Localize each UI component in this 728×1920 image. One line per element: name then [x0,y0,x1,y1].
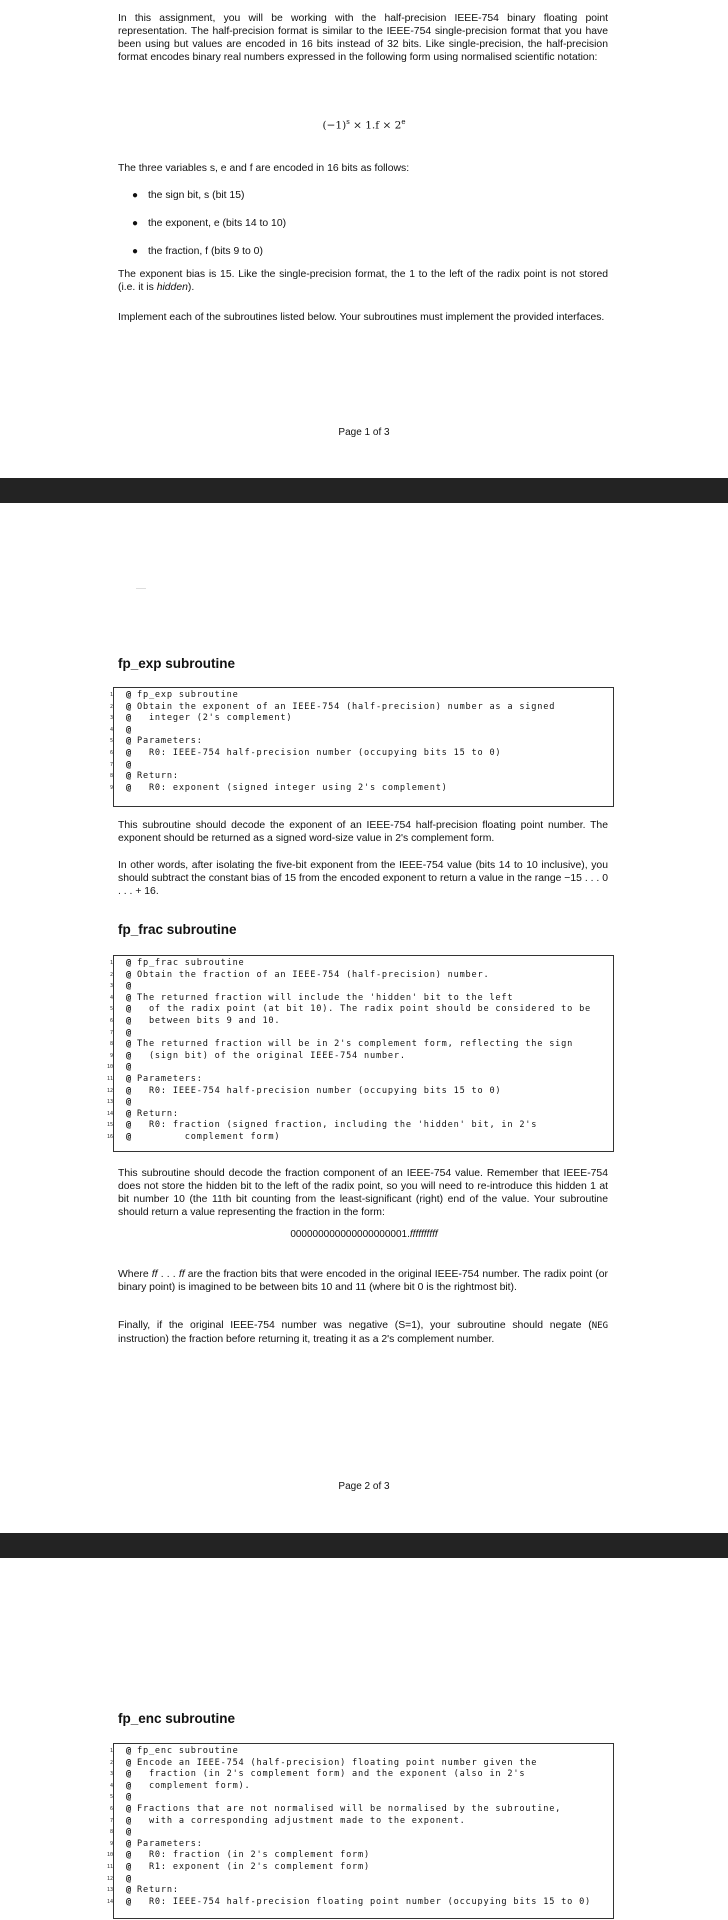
fp-enc-code-block [107,1743,614,1919]
line-number: 7 [109,1029,113,1036]
code-line [107,1108,613,1121]
line-number: 7 [109,761,113,768]
code-line [107,1850,613,1862]
comment-marker-icon: @ [126,1838,132,1849]
formula-middle: × 1.f × 2 [349,119,402,132]
page-2 [0,503,728,1533]
comment-marker-icon: @ [126,1050,132,1061]
list-item-text: the fraction, f (bits 9 to 0) [148,246,263,257]
hidden-word: hidden [156,282,188,293]
formula-sign-exponent: s [346,118,350,126]
fp-exp-description: This subroutine should decode the exponent of an IEEE-754 half-precision floating point number. The exponent should be returned as a signed word-size value in 2's complement form. [118,820,608,844]
line-number: 7 [109,1817,113,1824]
code-line [109,724,613,737]
code-text: fp_frac subroutine [137,958,245,968]
variables-list [118,189,608,273]
code-text: R1: exponent (in 2's complement form) [137,1861,370,1872]
page-number: Page 2 of 3 [338,1481,390,1492]
comment-marker-icon: @ [126,1015,132,1026]
comment-marker-icon: @ [126,1873,132,1884]
code-line [107,1120,613,1132]
radix-paragraph [118,1268,608,1294]
page-number: Page 1 of 3 [338,427,390,438]
code-line [109,1757,613,1770]
line-number: 9 [109,1840,113,1847]
line-number: 8 [109,773,113,780]
comment-marker-icon: @ [126,771,132,782]
fp-exp-range-description: In other words, after isolating the five-bit exponent from the IEEE-754 value (bits 14 to 10 inclusive), you should subtract the constant bias of 15 from the encoded exponent to return a value in the range −15 . . . 0 . . . + 16. [118,860,608,897]
comment-marker-icon: @ [126,1004,132,1015]
list-item [118,217,608,245]
bias-text-end: ). [187,282,195,293]
comment-marker-icon: @ [126,969,132,980]
code-line [107,1131,613,1144]
line-number: 1 [109,960,113,966]
comment-marker-icon: @ [126,701,132,712]
line-number: 2 [109,971,113,978]
formula-base: (−1) [322,119,347,132]
comment-marker-icon: @ [126,1780,132,1791]
comment-marker-icon: @ [126,1027,132,1038]
line-number: 9 [109,1052,113,1059]
comment-marker-icon: @ [126,747,132,758]
code-text: R0: fraction (in 2's complement form) [137,1850,370,1861]
code-text: between bits 9 and 10. [137,1015,281,1026]
negate-text-a: Finally, if the original IEEE-754 number was negative (S=1), your subroutine should negate ( [118,1320,592,1331]
code-text: Return: [137,1108,179,1119]
line-number: 11 [107,1863,114,1870]
code-text: R0: IEEE-754 half-precision number (occupying bits 15 to 0) [137,1085,502,1096]
code-text: fp_exp subroutine [137,690,239,700]
comment-marker-icon: @ [126,690,132,700]
page-divider [0,1533,728,1558]
comment-marker-icon: @ [126,1803,132,1814]
line-number: 8 [109,1829,113,1836]
code-line [109,1838,613,1851]
code-text: Obtain the exponent of an IEEE-754 (half-precision) number as a signed [137,701,556,712]
code-text: R0: IEEE-754 half-precision floating point number (occupying bits 15 to 0) [137,1896,592,1907]
comment-marker-icon: @ [126,782,132,793]
comment-marker-icon: @ [126,958,132,968]
line-number: 4 [109,1782,113,1789]
comment-marker-icon: @ [126,1097,132,1108]
code-text: Parameters: [137,1073,203,1084]
comment-marker-icon: @ [126,736,132,747]
list-item-text: the exponent, e (bits 14 to 10) [148,218,287,229]
code-line [109,1827,613,1839]
line-number: 13 [107,1099,114,1106]
comment-marker-icon: @ [126,1108,132,1119]
line-number: 16 [107,1133,114,1140]
code-text: Obtain the fraction of an IEEE-754 (half-precision) number. [137,969,490,980]
code-text: R0: exponent (signed integer using 2's complement) [137,782,448,793]
comment-marker-icon: @ [126,992,132,1003]
comment-marker-icon: @ [126,1131,132,1142]
line-number: 14 [107,1898,114,1905]
code-line [109,701,613,714]
line-number: 5 [109,1794,113,1801]
bullet-icon: ● [132,246,139,257]
negate-text-b: instruction) the fraction before returning it, treating it as a 2's complement number. [118,1334,495,1345]
code-line [109,1792,613,1804]
faint-mark [136,588,146,589]
code-line [107,1896,613,1909]
code-line [107,1873,613,1886]
code-line [109,782,613,795]
code-line [109,1039,613,1051]
line-number: 4 [109,994,113,1001]
fp-frac-code-block [107,955,614,1152]
code-line [109,1015,613,1028]
ff-end: ff [178,1269,185,1280]
code-line [109,1769,613,1781]
line-number: 12 [107,1087,114,1094]
code-text: The returned fraction will be in 2's complement form, reflecting the sign [137,1039,574,1050]
code-text: R0: fraction (signed fraction, including the 'hidden' bit, in 2's [137,1120,538,1131]
code-text: The returned fraction will include the 'hidden' bit to the left [137,992,514,1003]
fp-frac-description: This subroutine should decode the fraction component of an IEEE-754 value. Remember that IEEE-754 does not store the hidden bit to the left of the radix point, so you will need to re-introduce this hidden 1 at bit number 10 (the 11th bit counting from the least-significant (right) end of the value. Your subroutine should return a value representing the fraction in the form: [118,1168,608,1218]
line-number: 5 [109,738,113,745]
code-line [109,1004,613,1016]
comment-marker-icon: @ [126,1861,132,1872]
line-number: 3 [109,983,113,990]
fp-exp-code-block [109,687,614,807]
line-number: 10 [107,1064,114,1071]
line-number: 1 [109,692,113,698]
negate-paragraph [118,1319,608,1346]
line-number: 14 [107,1110,114,1117]
code-line [109,736,613,748]
code-line [109,1803,613,1816]
code-text: integer (2's complement) [137,713,293,724]
fraction-binary-form [0,1229,728,1240]
ff-start: ff [151,1269,158,1280]
line-number: 6 [109,1017,113,1024]
comment-marker-icon: @ [126,1792,132,1803]
line-number: 8 [109,1041,113,1048]
line-number: 1 [109,1748,113,1754]
vars-intro: The three variables s, e and f are encoded in 16 bits as follows: [118,163,410,174]
code-line [107,1097,613,1109]
formula-exponent: e [401,118,406,126]
code-line [107,1085,613,1098]
code-text: complement form) [137,1131,281,1142]
radix-text-c: are the fraction bits that were encoded in the original IEEE-754 number. The radix point (or binary point) is imagined to be between bits 10 and 11 (where bit 0 is the rightmost bit). [118,1269,608,1293]
comment-marker-icon: @ [126,1120,132,1131]
page-divider [0,478,728,503]
code-line [109,759,613,772]
intro-text: In this assignment, you will be working with the half-precision IEEE-754 binary floating point representation. The half-precision format is similar to the IEEE-754 single-precision format that you have been using but values are encoded in 16 bits instead of 32 bits. Like single-precision, the half-precision format encodes binary real numbers expressed in the following form using normalised scientific notation: [118,13,608,63]
comment-marker-icon: @ [126,1073,132,1084]
code-text: Fractions that are not normalised will be normalised by the subroutine, [137,1803,562,1814]
line-number: 4 [109,726,113,733]
code-text: (sign bit) of the original IEEE-754 number. [137,1050,406,1061]
code-text: R0: IEEE-754 half-precision number (occupying bits 15 to 0) [137,747,502,758]
binary-prefix: 000000000000000000001. [290,1229,410,1240]
bullet-icon: ● [132,218,139,229]
code-text: Encode an IEEE-754 (half-precision) floating point number given the [137,1757,538,1768]
code-text: Return: [137,1885,179,1896]
comment-marker-icon: @ [126,1815,132,1826]
intro-paragraph [118,12,608,64]
code-line [109,713,613,725]
line-number: 13 [107,1887,114,1894]
comment-marker-icon: @ [126,1896,132,1907]
comment-marker-icon: @ [126,713,132,724]
line-number: 3 [109,715,113,722]
code-line [107,1062,613,1074]
code-line [109,1780,613,1793]
line-number: 5 [109,1006,113,1013]
line-number: 2 [109,1759,113,1766]
fp-enc-heading: fp_enc subroutine [118,1711,236,1726]
code-line [107,1073,613,1086]
code-text: Parameters: [137,736,203,747]
radix-text-a: Where [118,1269,152,1280]
line-number: 9 [109,784,113,791]
bias-paragraph [118,268,608,294]
code-text: with a corresponding adjustment made to the exponent. [137,1815,466,1826]
binary-fraction-bits: ffffffffff [409,1229,438,1240]
line-number: 10 [107,1852,114,1859]
code-line [109,969,613,982]
fp-exp-heading: fp_exp subroutine [118,656,236,671]
comment-marker-icon: @ [126,759,132,770]
code-line [109,1746,613,1758]
code-line [107,1885,613,1897]
comment-marker-icon: @ [126,1885,132,1896]
code-line [109,981,613,993]
line-number: 6 [109,1805,113,1812]
page-1 [0,0,728,478]
line-number: 15 [107,1122,114,1129]
comment-marker-icon: @ [126,1850,132,1861]
list-item [118,189,608,217]
comment-marker-icon: @ [126,1827,132,1838]
implement-paragraph: Implement each of the subroutines listed below. Your subroutines must implement the provided interfaces. [118,312,605,323]
comment-marker-icon: @ [126,1769,132,1780]
code-line [109,1815,613,1828]
line-number: 2 [109,703,113,710]
line-number: 12 [107,1875,114,1882]
code-line [109,992,613,1005]
code-line [109,771,613,783]
code-text: complement form). [137,1780,251,1791]
code-line [109,690,613,702]
fp-frac-heading: fp_frac subroutine [118,922,237,937]
line-number: 3 [109,1771,113,1778]
comment-marker-icon: @ [126,1039,132,1050]
code-line [109,1050,613,1063]
code-text: fp_enc subroutine [137,1746,239,1756]
comment-marker-icon: @ [126,981,132,992]
radix-ellipsis: . . . [157,1269,179,1280]
comment-marker-icon: @ [126,1757,132,1768]
line-number: 6 [109,749,113,756]
comment-marker-icon: @ [126,724,132,735]
comment-marker-icon: @ [126,1062,132,1073]
page-3 [0,1558,728,1920]
code-line [107,1861,613,1874]
bullet-icon: ● [132,190,139,201]
code-text: of the radix point (at bit 10). The radix point should be considered to be [137,1004,592,1015]
code-line [109,958,613,970]
code-line [109,1027,613,1040]
code-line [109,747,613,760]
code-text: fraction (in 2's complement form) and the exponent (also in 2's [137,1769,526,1780]
code-text: Return: [137,771,179,782]
scientific-formula [0,118,728,132]
code-text: Parameters: [137,1838,203,1849]
list-item-text: the sign bit, s (bit 15) [148,190,245,201]
bias-text: The exponent bias is 15. Like the single-precision format, the 1 to the left of the radix point is not stored (i.e. it is [118,269,608,293]
comment-marker-icon: @ [126,1085,132,1096]
comment-marker-icon: @ [126,1746,132,1756]
line-number: 11 [107,1075,114,1082]
neg-instruction: NEG [591,1321,608,1331]
